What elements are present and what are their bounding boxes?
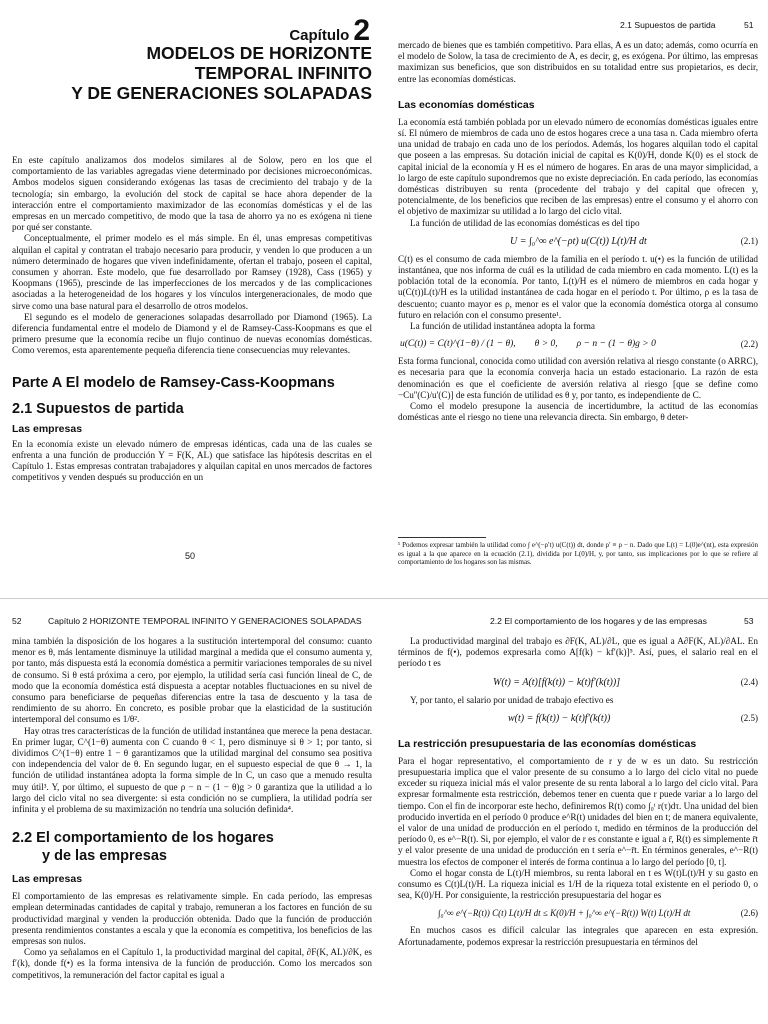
- equation-2-6: [398, 908, 758, 918]
- body-paragraph: La función de utilidad instantánea adopta la forma: [410, 321, 595, 332]
- page-number: 50: [185, 551, 196, 561]
- page-50: [12, 14, 372, 578]
- equation-label: (2.1): [740, 236, 758, 247]
- subsection-title: Las empresas: [12, 873, 83, 886]
- intro-paragraph: El segundo es el modelo de generaciones solapadas desarrollado por Diamond (1965). La diferencia fundamental entre el modelo de Diamond y el de Ramsey-Cass-Koopmans es que el primero presume que la economía recibe un flujo continuo de nuevas economías domésticas. Como veremos, esta aparentemente pequeña diferencia tiene consecuencias muy relevantes.: [12, 311, 372, 356]
- equation-2-2: [398, 339, 758, 349]
- equation-body: U = ∫₀^∞ e^(−ρt) u(C(t)) L(t)/H dt: [510, 235, 647, 247]
- part-title: Parte A El modelo de Ramsey-Cass-Koopmans: [12, 374, 335, 391]
- equation-label: (2.2): [740, 339, 758, 350]
- body-paragraph: La productividad marginal del trabajo es ∂F(K, AL)/∂L, que es igual a A∂F(K, AL)/∂AL. En términos de f(•), podemos expresarla como A[f(k) − kf′(k)]⁵. Así, pues, el salario real en el período t es: [398, 636, 758, 669]
- footnote: ¹ Podemos expresar también la utilidad como ∫ e^(−ρ′t) u(C(t)) dt, donde ρ′ ≡ ρ − n. Dado que L(t) = L(0)e^(nt), esta expresión es igual a la que aparece en la ecuación (2.1), dividida por L(0)/H, y, por tanto, sus implicaciones por lo que se refiere al comportamiento de los hogares son las mismas.: [398, 541, 758, 567]
- body-paragraph: Para el hogar representativo, el comportamiento de r y de w es un dato. Su restricción presupuestaria implica que el valor presente de su consumo a lo largo del ciclo vital no puede exceder su riqueza inicial más el valor presente de su renta laboral a lo largo del ciclo vital. Para expresar formalmente esta restricción, debemos tener en cuenta que r puede variar a lo largo del tiempo. Con el fin de incorporar este hecho, definiremos R(t) como ∫₀ᵗ r(τ)dτ. Una unidad del bien producido invertida en el período 0 produce e^R(t) unidades del bien en t; de manera equivalente, el valor de una unidad de producción en el período t, medido en términos de la producción del período 0, es e^−R(t). Si, por ejemplo, el valor de r es constante e igual a r̄, R(t) es simplemente r̄t y el valor presente de una unidad de producción en t sería e^−r̄t. En términos generales, e^−R(t) muestra los efectos de componer el interés de forma continua a lo largo del período [0, t].: [398, 755, 758, 867]
- subsection-title: Las empresas: [12, 422, 83, 435]
- chapter-word: Capítulo: [289, 27, 350, 44]
- equation-label: (2.4): [740, 677, 758, 688]
- body-paragraph: En muchos casos es difícil calcular las integrales que aparecen en esta expresión. Afortunadamente, podemos expresar la restricción presupuestaria en términos del: [398, 925, 758, 947]
- section-title: 2.1 Supuestos de partida: [12, 400, 184, 417]
- body-paragraph: En la economía existe un elevado número de empresas idénticas, cada una de las cuales se enfrenta a una función de producción Y = F(K, AL) que satisface las hipótesis descritas en el Capítulo 1. Estas empresas contratan trabajadores y alquilan capital en unos mercados de factores competitivos y venden después su producción en un: [12, 438, 372, 483]
- spread-divider: [0, 598, 768, 599]
- body-paragraph: Como el modelo presupone la ausencia de incertidumbre, la actitud de las economías domésticas ante el riesgo no tiene una relevancia directa. Sin embargo, θ deter-: [398, 401, 758, 423]
- running-header: Capítulo 2 HORIZONTE TEMPORAL INFINITO Y GENERACIONES SOLAPADAS: [48, 616, 362, 626]
- footnote-rule: [398, 537, 486, 538]
- intro-paragraph: Conceptualmente, el primer modelo es el más simple. En él, unas empresas competitivas alquilan el capital y contratan el trabajo necesario para producir, y venden lo que producen a un número determinado de hogares que viven indefinidamente, ofertan el trabajo, poseen el capital, consumen y ahorran. Este modelo, que fue desarrollado por Ramsey (1928), Cass (1965) y Koopmans (1965), prescinde de las imperfecciones de los mercados y de las complicaciones asociadas a la heterogeneidad de los hogares y los vínculos intergeneracionales, de modo que sirve como una base natural para el desarrollo de otros modelos.: [12, 233, 372, 311]
- equation-body: ∫₀^∞ e^(−R(t)) C(t) L(t)/H dt ≤ K(0)/H + ∫₀^∞ e^(−R(t)) W(t) L(t)/H dt: [438, 908, 691, 919]
- body-paragraph: Como ya señalamos en el Capítulo 1, la productividad marginal del capital, ∂F(K, AL)/∂K, es f′(k), donde f(•) es la forma intensiva de la función de producción. Como los mercados son competitivos, la remuneración del factor capital es igual a: [12, 947, 372, 980]
- section-title: [12, 829, 372, 865]
- page-51: [398, 40, 758, 580]
- page-53: [398, 636, 758, 1024]
- page-number: 53: [744, 616, 754, 626]
- page-number: 51: [744, 20, 754, 30]
- section-title-line: y de las empresas: [42, 848, 167, 865]
- subsection-title: La restricción presupuestaria de las economías domésticas: [398, 737, 697, 750]
- body-paragraph: Hay otras tres características de la función de utilidad instantánea que merece la pena destacar. En primer lugar, C^(1−θ) aumenta con C cuando θ < 1, pero disminuye si θ > 1; por tanto, si dividimos C^(1−θ) entre 1 − θ garantizamos que la utilidad marginal del consumo sea positiva con independencia del valor de θ. En segundo lugar, en el supuesto especial de que θ → 1, la función de utilidad instantánea adopta la forma simple de ln C, un caso que a menudo resulta muy útil³. Y, por último, el supuesto de que ρ − n − (1 − θ)g > 0 garantiza que la utilidad a lo largo del ciclo vital no sea divergente: si esta condición no se cumpliera, la utilidad podría ser infinita y el problema de su maximización no tendría una solución definida⁴.: [12, 725, 372, 815]
- body-paragraph: mercado de bienes que es también competitivo. Para ellas, A es un dato; además, como ocurría en el modelo de Solow, la tasa de crecimiento de A, es decir, g, es exógena. Por último, las empresas maximizan sus beneficios, que son distribuidos en su totalidad entre sus propietarios, es decir, entre las economías domésticas.: [398, 40, 758, 84]
- equation-body: u(C(t)) = C(t)^(1−θ) / (1 − θ), θ > 0, ρ − n − (1 − θ)g > 0: [400, 339, 656, 350]
- intro-paragraph: En este capítulo analizamos dos modelos similares al de Solow, pero en los que el comportamiento de las variables agregadas viene determinado por decisiones microeconómicas. Ambos modelos siguen considerando exógenas las tasas de crecimiento del trabajo y de la tecnología; sin embargo, la evolución del stock de capital se hace ahora depender de la interacción entre el comportamiento maximizador de las economías domésticas y el de las empresas en un mercado competitivo, de modo que la tasa de ahorro ya no es exógena ni tiene por qué ser constante.: [12, 155, 372, 233]
- body-paragraph: Como el hogar consta de L(t)/H miembros, su renta laboral en t es W(t)L(t)/H y su gasto en consumo es C(t)L(t)/H. La riqueza inicial es 1/H de la riqueza total existente en el período 0, o sea, K(0)/H. Por consiguiente, la restricción presupuestaria del hogar es: [398, 867, 758, 901]
- chapter-title-line: MODELOS DE HORIZONTE: [146, 43, 372, 63]
- section-title-line: 2.2 El comportamiento de los hogares: [12, 830, 274, 847]
- running-header: 2.2 El comportamiento de los hogares y de las empresas: [490, 616, 707, 626]
- equation-2-5: [398, 713, 758, 724]
- body-paragraph: mina también la disposición de los hogares a la sustitución intertemporal del consumo: cuanto menor es θ, más lentamente disminuye la utilidad marginal a medida que el consumo aumenta y, por tanto, más dispuesta está la economía doméstica a permitir variaciones temporales de su nivel de consumo. Si θ está próxima a cero, por ejemplo, la utilidad sería casi función lineal de C, de modo que la economía doméstica está dispuesta a aceptar notables fluctuaciones en su nivel de consumo para beneficiarse de pequeñas diferencias entre la tasa de descuento y la tasa de rendimiento de su ahorro. En concreto, es posible probar que la elasticidad de la sustitución intertemporal del consumo es 1/θ².: [12, 636, 372, 725]
- body-paragraph: Esta forma funcional, conocida como utilidad con aversión relativa al riesgo constante (o ARRC), es necesaria para que la economía converja hacia un estado estacionario. La razón de esta denominación es que el coeficiente de aversión relativa al riesgo [que se define como −Cu''(C)/u'(C)] de esta función de utilidad es θ y, por tanto, es independiente de C.: [398, 356, 758, 400]
- page-number: 52: [12, 616, 22, 626]
- equation-body: w(t) = f(k(t)) − k(t)f′(k(t)): [508, 712, 611, 724]
- page-52: [12, 636, 372, 1024]
- equation-label: (2.5): [740, 713, 758, 724]
- subsection-title: Las economías domésticas: [398, 98, 535, 111]
- body-paragraph: El comportamiento de las empresas es relativamente simple. En cada período, las empresas emplean determinadas cantidades de capital y trabajo, remuneran a los factores en función de su productividad marginal y venden la producción obtenida. Dado que la función de producción presenta rendimientos constantes a escala y que la economía es competitiva, los beneficios de las empresas son nulos.: [12, 891, 372, 947]
- equation-2-4: [398, 677, 758, 688]
- equation-2-1: [398, 236, 758, 247]
- chapter-heading: [12, 14, 372, 47]
- body-paragraph: La economía está también poblada por un elevado número de economías domésticas iguales entre sí. El número de miembros de cada uno de estos hogares crece a una tasa n. Cada miembro oferta una unidad de trabajo en cada uno de los períodos. Además, los hogares alquilan todo el capital que poseen a las empresas. Su dotación inicial de capital es K(0)/H, donde K(0) es el stock de capital inicial de la economía y H es el número de hogares. En aras de una mayor simplicidad, a lo largo de este capítulo supondremos que no existe depreciación. En cada período, las economías domésticas distribuyen su renta (procedente del trabajo y del capital que ofrecen y, potencialmente, de los beneficios que reciben de las empresas) entre el consumo y el ahorro con el objetivo de maximizar su utilidad a lo largo del ciclo vital.: [398, 116, 758, 217]
- body-paragraph: C(t) es el consumo de cada miembro de la familia en el período t. u(•) es la función de utilidad instantánea, que nos informa de cuál es la utilidad de cada miembro en cada momento. L(t) es la población total de la economía. Por tanto, L(t)/H es el número de miembros en cada hogar y u(C(t))L(t)/H es la utilidad instantánea de cada hogar en el período t. Por último, ρ es la tasa de descuento; cuanto mayor es ρ, menor es el valor que la economía doméstica otorga al consumo futuro en relación con el consumo presente¹.: [398, 253, 758, 320]
- chapter-title-line: TEMPORAL INFINITO: [194, 63, 372, 83]
- equation-label: (2.6): [740, 908, 758, 919]
- chapter-title-line: Y DE GENERACIONES SOLAPADAS: [71, 83, 372, 103]
- chapter-number: 2: [353, 14, 370, 47]
- chapter-title: [12, 43, 372, 103]
- body-paragraph: Y, por tanto, el salario por unidad de trabajo efectivo es: [410, 694, 614, 705]
- body-paragraph: La función de utilidad de las economías domésticas es del tipo: [410, 217, 640, 228]
- equation-body: W(t) = A(t)[f(k(t)) − k(t)f′(k(t))]: [493, 676, 621, 688]
- running-header: 2.1 Supuestos de partida: [620, 20, 716, 30]
